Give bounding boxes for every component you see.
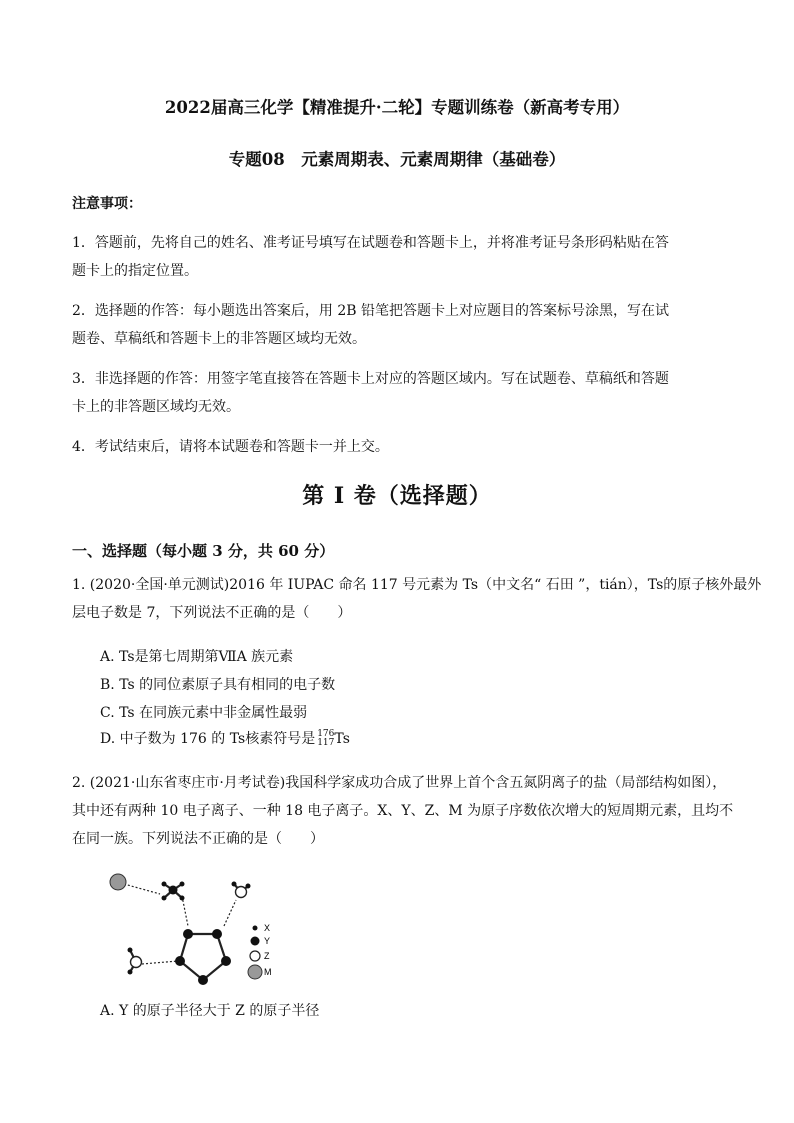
notice-1-line-1: 1．答题前，先将自己的姓名、准考证号填写在试题卷和答题卡上，并将准考证号条形码粘贴在答 [72, 235, 669, 251]
isotope-atomic-number: 117 [317, 738, 335, 748]
q1-option-b: B. Ts 的同位素原子具有相同的电子数 [100, 677, 336, 693]
section-title: 第 I 卷（选择题） [302, 483, 492, 509]
z-atom [131, 957, 142, 968]
part-title: 一、选择题（每小题 3 分，共 60 分） [72, 542, 335, 560]
document-subtitle: 专题08 元素周期表、元素周期律（基础卷） [228, 150, 566, 169]
legend-m: M [264, 967, 272, 977]
q1-option-d [100, 728, 350, 748]
notice-2-line-2: 题卷、草稿纸和答题卡上的非答题区域均无效。 [72, 331, 366, 347]
q1-option-d-prefix: D. 中子数为 176 的 Ts核素符号是 [100, 731, 316, 747]
q2-stem-line-2: 其中还有两种 10 电子离子、一种 18 电子离子。X、Y、Z、M 为原子序数依次增大的短周期元素，且均不 [72, 803, 734, 819]
q2-stem-line-1: 2. (2021·山东省枣庄市·月考试卷)我国科学家成功合成了世界上首个含五氮阴离子的盐（局部结构如图）， [72, 775, 727, 791]
diagram-legend [248, 923, 272, 979]
q1-stem-line-2: 层电子数是 7，下列说法不正确的是（ ） [72, 605, 352, 621]
legend-z: Z [264, 951, 270, 961]
document-title: 2022届高三化学【精准提升·二轮】专题训练卷（新高考专用） [164, 98, 630, 117]
isotope-mass-number: 176 [317, 729, 335, 739]
isotope-notation [317, 730, 334, 748]
isotope-symbol: Ts [334, 731, 350, 747]
y-atom [169, 886, 178, 895]
legend-x: X [264, 923, 271, 933]
q1-option-a: A. Ts是第七周期第ⅦA 族元素 [100, 649, 294, 665]
ion-structure-diagram [100, 866, 290, 991]
q1-option-c: C. Ts 在同族元素中非金属性最弱 [100, 705, 308, 721]
notice-1-line-2: 题卡上的指定位置。 [72, 263, 198, 279]
notice-3-line-2: 卡上的非答题区域均无效。 [72, 399, 240, 415]
notice-3-line-1: 3．非选择题的作答：用签字笔直接答在答题卡上对应的答题区域内。写在试题卷、草稿纸和答题 [72, 371, 669, 387]
five-nitrogen-ring [180, 934, 226, 980]
q1-stem-line-1: 1. (2020·全国·单元测试)2016 年 IUPAC 命名 117 号元素为 Ts（中文名“ 石田 ”，tián），Ts的原子核外最外 [72, 577, 762, 593]
notice-4-line-1: 4．考试结束后，请将本试题卷和答题卡一并上交。 [72, 439, 389, 455]
legend-y: Y [264, 936, 271, 946]
z-atom [236, 887, 247, 898]
q2-stem-line-3: 在同一族。下列说法不正确的是（ ） [72, 831, 324, 847]
notice-heading: 注意事项： [72, 196, 142, 212]
q2-option-a: A. Y 的原子半径大于 Z 的原子半径 [100, 1003, 320, 1019]
m-atom [110, 874, 126, 890]
notice-2-line-1: 2．选择题的作答：每小题选出答案后，用 2B 铅笔把答题卡上对应题目的答案标号涂黑，写在试 [72, 303, 670, 319]
